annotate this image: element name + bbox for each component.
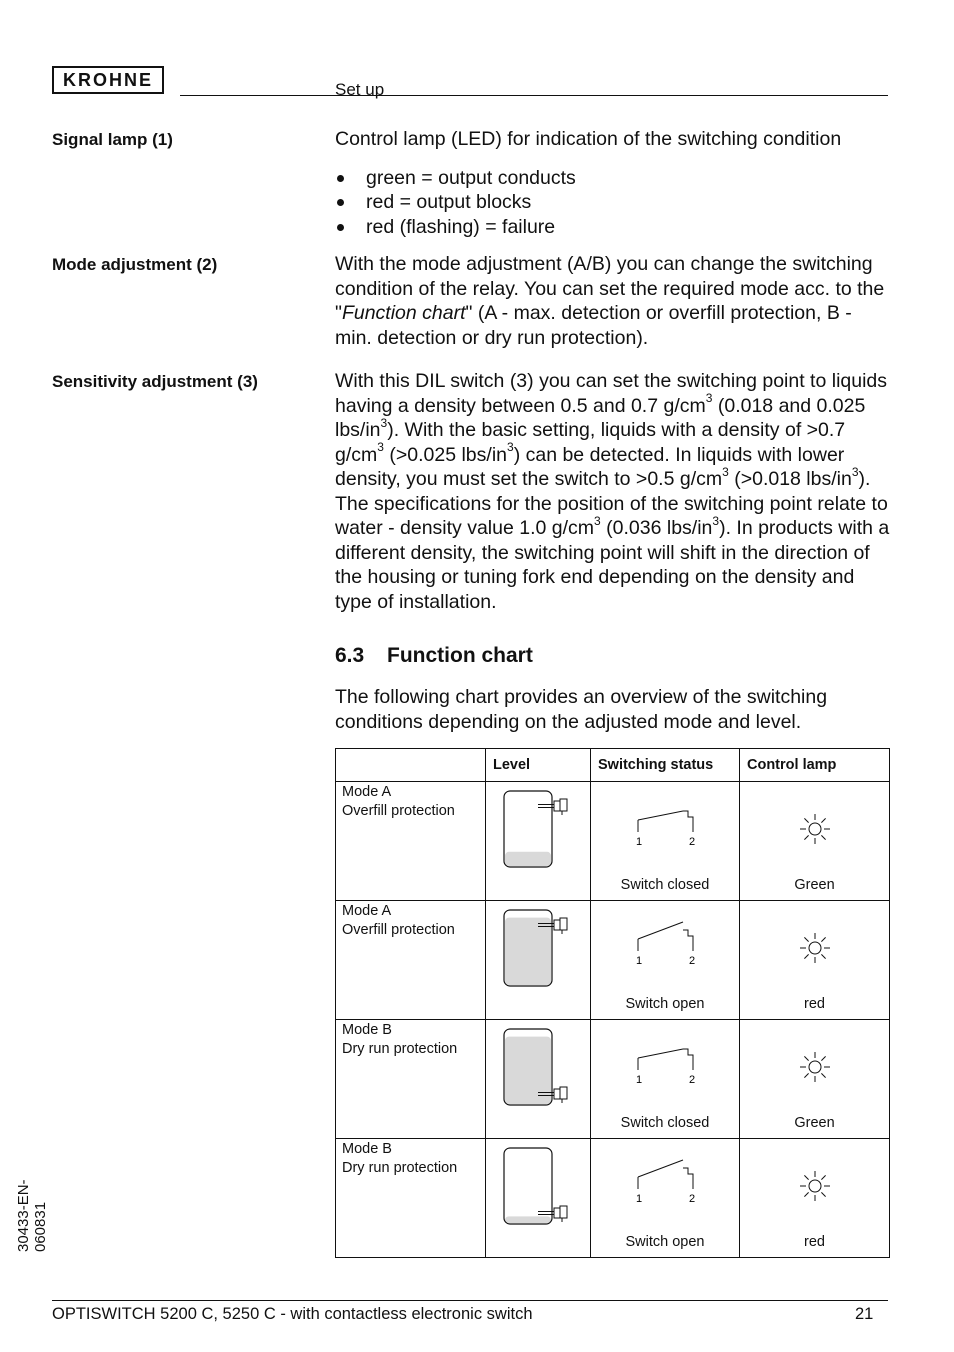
heading-number: 6.3 bbox=[335, 644, 365, 667]
tank-fill bbox=[505, 852, 551, 866]
mode-text bbox=[336, 1020, 485, 1060]
signal-lamp-label: Signal lamp (1) bbox=[52, 130, 173, 149]
mode-text bbox=[336, 782, 485, 822]
tank-fill bbox=[505, 1216, 551, 1223]
mode-label: Mode B bbox=[342, 1022, 392, 1038]
table-row bbox=[336, 782, 890, 901]
column-header: Level bbox=[486, 749, 591, 782]
svg-text:2: 2 bbox=[689, 1074, 696, 1086]
lamp-icon bbox=[797, 1049, 833, 1085]
section-title: Set up bbox=[335, 80, 385, 99]
switch-open-icon bbox=[631, 1157, 711, 1207]
sens-part: (>0.018 lbs/in bbox=[728, 468, 852, 490]
tank-fill bbox=[505, 918, 551, 985]
sens-part: (>0.025 lbs/in bbox=[383, 443, 507, 466]
mode-cell bbox=[336, 782, 486, 901]
superscript: 3 bbox=[507, 440, 514, 454]
function-chart-heading bbox=[335, 644, 533, 668]
sens-part: ). In products with a different density, the switching point will shift in the direction of the housing or tuning fork end depending on the density and type of installation. bbox=[335, 517, 890, 613]
list-item: red (flashing) = failure bbox=[335, 215, 891, 240]
sens-part: With this DIL switch (3) you can set the switching point to liquids having a density between 0.5 and 0.7 g/cm bbox=[335, 370, 888, 417]
switch-status-label: Switch open bbox=[625, 996, 705, 1012]
sens-part: ) can be detected. In liquids with lower density, you must set the switch to >0.5 g/cm bbox=[335, 443, 845, 490]
level-cell bbox=[486, 782, 591, 901]
superscript: 3 bbox=[594, 513, 601, 528]
table-row bbox=[336, 901, 890, 1020]
superscript: 3 bbox=[705, 391, 713, 405]
mode-adjustment-label: Mode adjustment (2) bbox=[52, 255, 218, 274]
protection-label: Dry run protection bbox=[342, 1041, 458, 1057]
sens-part: ). With the basic setting, liquids with a density of >0.7 g/cm bbox=[335, 419, 846, 466]
tank-fill bbox=[505, 1037, 551, 1104]
protection-label: Overfill protection bbox=[342, 803, 455, 819]
lamp-icon bbox=[797, 1168, 833, 1204]
protection-label: Overfill protection bbox=[342, 922, 455, 938]
mode-text bbox=[336, 901, 485, 941]
superscript: 3 bbox=[380, 415, 388, 430]
lamp-color-label: Green bbox=[794, 1115, 835, 1131]
table-row bbox=[336, 1020, 890, 1139]
signal-lamp-text bbox=[335, 127, 891, 239]
mode-text-a: With the mode adjustment (A/B) you can change the switching condition of the relay. You can set the required mode acc. to the " bbox=[335, 253, 885, 324]
sens-part: (0.018 and 0.025 lbs/in bbox=[335, 394, 866, 441]
column-header bbox=[336, 749, 486, 782]
switch-status-label: Switch closed bbox=[620, 1115, 710, 1131]
svg-text:1: 1 bbox=[636, 1193, 643, 1205]
sensitivity-label: Sensitivity adjustment (3) bbox=[52, 372, 258, 391]
svg-text:1: 1 bbox=[636, 1074, 643, 1086]
sensitivity-text bbox=[335, 369, 891, 614]
mode-label: Mode B bbox=[342, 1141, 392, 1157]
function-chart-intro: The following chart provides an overview of the switching conditions depending on the adjusted mode and level. bbox=[335, 686, 828, 733]
superscript: 3 bbox=[377, 440, 384, 454]
lamp-icon bbox=[797, 811, 833, 847]
switch-status-label: Switch open bbox=[625, 1234, 705, 1250]
mode-text-b: " (A - max. detection or overfill protection, B - min. detection or dry run protection). bbox=[335, 302, 852, 349]
mode-text-italic: Function chart bbox=[341, 302, 466, 324]
level-cell bbox=[486, 1139, 591, 1258]
level-cell bbox=[486, 901, 591, 1020]
tank-level-icon bbox=[500, 1147, 580, 1233]
document-id: 30433-EN-060831 bbox=[15, 1179, 49, 1252]
column-header: Control lamp bbox=[740, 749, 890, 782]
switch-cell bbox=[591, 901, 740, 1020]
tank-level-icon bbox=[500, 790, 580, 876]
footer-rule bbox=[52, 1300, 888, 1301]
lamp-color-label: Green bbox=[794, 877, 835, 893]
page-number: 21 bbox=[855, 1305, 874, 1323]
list-item: green = output conducts bbox=[335, 166, 891, 191]
switch-open-icon bbox=[631, 919, 711, 969]
lamp-color-label: red bbox=[804, 1234, 825, 1250]
switch-closed-icon bbox=[631, 800, 711, 850]
protection-label: Dry run protection bbox=[342, 1160, 458, 1176]
mode-adjustment-text bbox=[335, 252, 891, 350]
lamp-icon bbox=[797, 930, 833, 966]
switch-cell bbox=[591, 1020, 740, 1139]
mode-cell bbox=[336, 1139, 486, 1258]
tank-outline bbox=[504, 1148, 552, 1224]
krohne-logo: KROHNE bbox=[52, 66, 164, 94]
mode-cell bbox=[336, 901, 486, 1020]
footer-text: OPTISWITCH 5200 C, 5250 C - with contactless electronic switch bbox=[52, 1305, 533, 1323]
column-header: Switching status bbox=[591, 749, 740, 782]
svg-text:2: 2 bbox=[689, 955, 696, 967]
tank-level-icon bbox=[500, 909, 580, 995]
svg-text:2: 2 bbox=[689, 836, 696, 848]
sens-part: (0.036 lbs/in bbox=[600, 517, 713, 539]
svg-text:2: 2 bbox=[689, 1193, 696, 1205]
signal-lamp-intro: Control lamp (LED) for indication of the switching condition bbox=[335, 128, 842, 150]
switch-cell bbox=[591, 782, 740, 901]
list-item: red = output blocks bbox=[335, 190, 891, 215]
svg-text:1: 1 bbox=[636, 955, 643, 967]
level-cell bbox=[486, 1020, 591, 1139]
header-rule bbox=[180, 95, 888, 96]
lamp-cell bbox=[740, 1020, 890, 1139]
switch-status-label: Switch closed bbox=[620, 877, 710, 893]
superscript: 3 bbox=[851, 464, 859, 479]
superscript: 3 bbox=[712, 513, 720, 528]
lamp-cell bbox=[740, 782, 890, 901]
mode-label: Mode A bbox=[342, 903, 392, 919]
switch-cell bbox=[591, 1139, 740, 1258]
sens-part: ). The specifications for the position of the switching point relate to water - density value 1.0 g/cm bbox=[335, 468, 888, 539]
table-header-row bbox=[336, 749, 890, 782]
mode-cell bbox=[336, 1020, 486, 1139]
switch-closed-icon bbox=[631, 1038, 711, 1088]
mode-label: Mode A bbox=[342, 784, 392, 800]
tank-level-icon bbox=[500, 1028, 580, 1114]
heading-title: Function chart bbox=[387, 644, 533, 667]
superscript: 3 bbox=[722, 464, 729, 479]
function-chart-table bbox=[335, 748, 890, 1258]
signal-lamp-bullets bbox=[335, 166, 891, 240]
lamp-cell bbox=[740, 901, 890, 1020]
mode-text bbox=[336, 1139, 485, 1179]
lamp-color-label: red bbox=[804, 996, 825, 1012]
svg-text:1: 1 bbox=[636, 836, 643, 848]
lamp-cell bbox=[740, 1139, 890, 1258]
table-row bbox=[336, 1139, 890, 1258]
